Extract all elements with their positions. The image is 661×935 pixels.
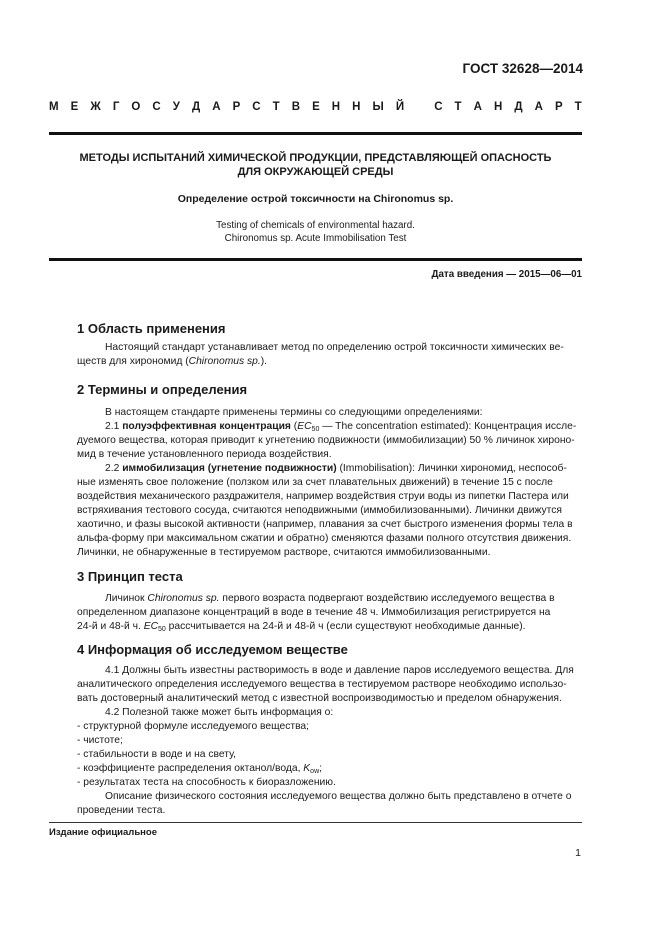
english-title-line-1: Testing of chemicals of environmental hazard. xyxy=(216,220,415,231)
section-4-final: Описание физического состояния исследуемого вещества должно быть представлено в отчете о xyxy=(105,791,572,802)
section-2-intro: В настоящем стандарте применены термины со следующими определениями: xyxy=(105,407,483,418)
term-2-2: 2.2 иммобилизация (угнетение подвижности) (Immobilisation): Личинки хирономид, неспособ- xyxy=(105,463,567,474)
title-rule xyxy=(49,258,582,261)
english-title-line-2: Chironomus sp. Acute Immobilisation Test xyxy=(224,232,407,244)
footer-rule xyxy=(49,822,582,823)
english-title xyxy=(49,220,582,245)
section-1-text: Настоящий стандарт устанавливает метод по определению острой токсичности химических ве- xyxy=(105,342,564,353)
header-rule xyxy=(49,132,582,135)
term-2-1: 2.1 полуэффективная концентрация ($EC_{50}$ — The concentration estimated): Концентрация иссле- xyxy=(105,421,577,433)
standard-type-letter: У xyxy=(172,101,180,113)
list-item: - коэффициенте распределения октанол/вода, $K_{ow}$; xyxy=(77,763,322,775)
standard-type-letter: Т xyxy=(272,101,280,113)
standard-type-heading xyxy=(49,101,582,113)
section-3-text-line: определенном диапазоне концентраций в воде в течение 48 ч. Иммобилизация регистрируется на xyxy=(77,607,551,618)
standard-type-letter: А xyxy=(212,101,221,113)
standard-type-letter: С xyxy=(152,101,161,113)
section-1-text-cont: ществ для хирономид (Chironomus sp.). xyxy=(77,356,268,367)
section-3-text-line: 24-й и 48-й ч. $EC_{50}$ рассчитывается на 24-й и 48-й ч (если существуют необходимые данные). xyxy=(77,621,526,633)
title-line-1: МЕТОДЫ ИСПЫТАНИЙ ХИМИЧЕСКОЙ ПРОДУКЦИИ, ПРЕДСТАВЛЯЮЩЕЙ ОПАСНОСТЬ xyxy=(79,152,552,164)
standard-type-letter: Н xyxy=(331,101,341,113)
standard-type-letter: С xyxy=(252,101,261,113)
standard-type-letter: Й xyxy=(395,101,405,113)
standard-type-letter: Д xyxy=(514,101,523,113)
list-item: - результатах теста на способность к биоразложению. xyxy=(77,777,336,788)
term-2-2-line: хаотично, и фазы высокой активности (например, плавания за счет быстрого изменения формы тела в xyxy=(77,519,573,530)
section-1-heading: 1 Область применения xyxy=(77,321,226,336)
list-item: - стабильности в воде и на свету, xyxy=(77,749,237,760)
introduction-date: Дата введения — 2015—06—01 xyxy=(431,269,582,280)
term-2-2-line: альфа-форму при максимальном сжатии и обратно) сменяются фазами полного отсутствия движения. xyxy=(77,533,572,544)
section-4-final-line: проведении теста. xyxy=(77,805,166,816)
standard-type-letter: М xyxy=(49,101,59,113)
standard-type-letter: А xyxy=(473,101,482,113)
standard-type-letter: Т xyxy=(574,101,582,113)
standard-type-letter: В xyxy=(291,101,301,113)
standard-type-letter: О xyxy=(131,101,141,113)
official-edition-label: Издание официальное xyxy=(49,827,157,838)
title-line-2: ДЛЯ ОКРУЖАЮЩЕЙ СРЕДЫ xyxy=(237,166,394,178)
clause-4-2: 4.2 Полезной также может быть информация о: xyxy=(105,707,334,718)
list-item: - чистоте; xyxy=(77,735,123,746)
clause-4-1-line: аналитического определения исследуемого вещества в тестируемом растворе необходимо использо- xyxy=(77,679,567,690)
clause-4-1-line: вать достоверный аналитический метод с известной воспроизводимостью и пределом обнаружения. xyxy=(77,693,562,704)
standard-type-letter: Р xyxy=(554,101,563,113)
standard-type-letter: Е xyxy=(312,101,320,113)
page-number: 1 xyxy=(575,847,581,859)
section-2-heading: 2 Термины и определения xyxy=(77,382,248,397)
gost-number: ГОСТ 32628—2014 xyxy=(462,61,583,76)
standard-type-letter xyxy=(416,101,422,113)
standard-type-letter: Г xyxy=(112,101,120,113)
list-item: - структурной формуле исследуемого вещества; xyxy=(77,721,310,732)
document-title xyxy=(49,151,582,179)
clause-4-1: 4.1 Должны быть известны растворимость в воде и давление паров исследуемого вещества. Для xyxy=(105,665,574,676)
term-2-2-line: воздействия механического раздражителя, например воздействия струи воды из пипетки Пастера или xyxy=(77,491,569,502)
section-3-text: Личинок Chironomus sp. первого возраста подвергают воздействию исследуемого вещества в xyxy=(105,593,555,604)
section-4-heading: 4 Информация об исследуемом веществе xyxy=(77,642,348,657)
standard-type-letter: Е xyxy=(70,101,79,113)
standard-type-letter: Н xyxy=(493,101,503,113)
term-2-2-line: Личинки, не обнаруженные в тестируемом растворе, считаются иммобилизованными. xyxy=(77,547,491,558)
standard-type-letter: Н xyxy=(352,101,361,113)
standard-type-letter: Ы xyxy=(372,101,384,113)
standard-type-letter: Д xyxy=(191,101,201,113)
document-subtitle: Определение острой токсичности на Chironomus sp. xyxy=(177,193,454,205)
term-2-1-line: мид в течение установленного периода воздействия. xyxy=(77,449,332,460)
standard-type-letter: А xyxy=(534,101,543,113)
term-2-2-line: ные изменять свое положение (ползком или за счет плавательных движений) в течение 15 с после xyxy=(77,477,553,488)
term-2-2-line: встряхивания тестового сосуда, считаются неподвижными (иммобилизованными). Личинки движутся xyxy=(77,505,562,516)
standard-type-letter: С xyxy=(434,101,443,113)
standard-type-letter: Ж xyxy=(90,101,101,113)
standard-type-letter: Т xyxy=(454,101,462,113)
section-3-heading: 3 Принцип теста xyxy=(77,569,183,584)
standard-type-letter: Р xyxy=(232,101,241,113)
term-2-1-line: дуемого вещества, которая приводит к угнетению подвижности (иммобилизации) 50 % личинок хироно- xyxy=(77,435,575,446)
